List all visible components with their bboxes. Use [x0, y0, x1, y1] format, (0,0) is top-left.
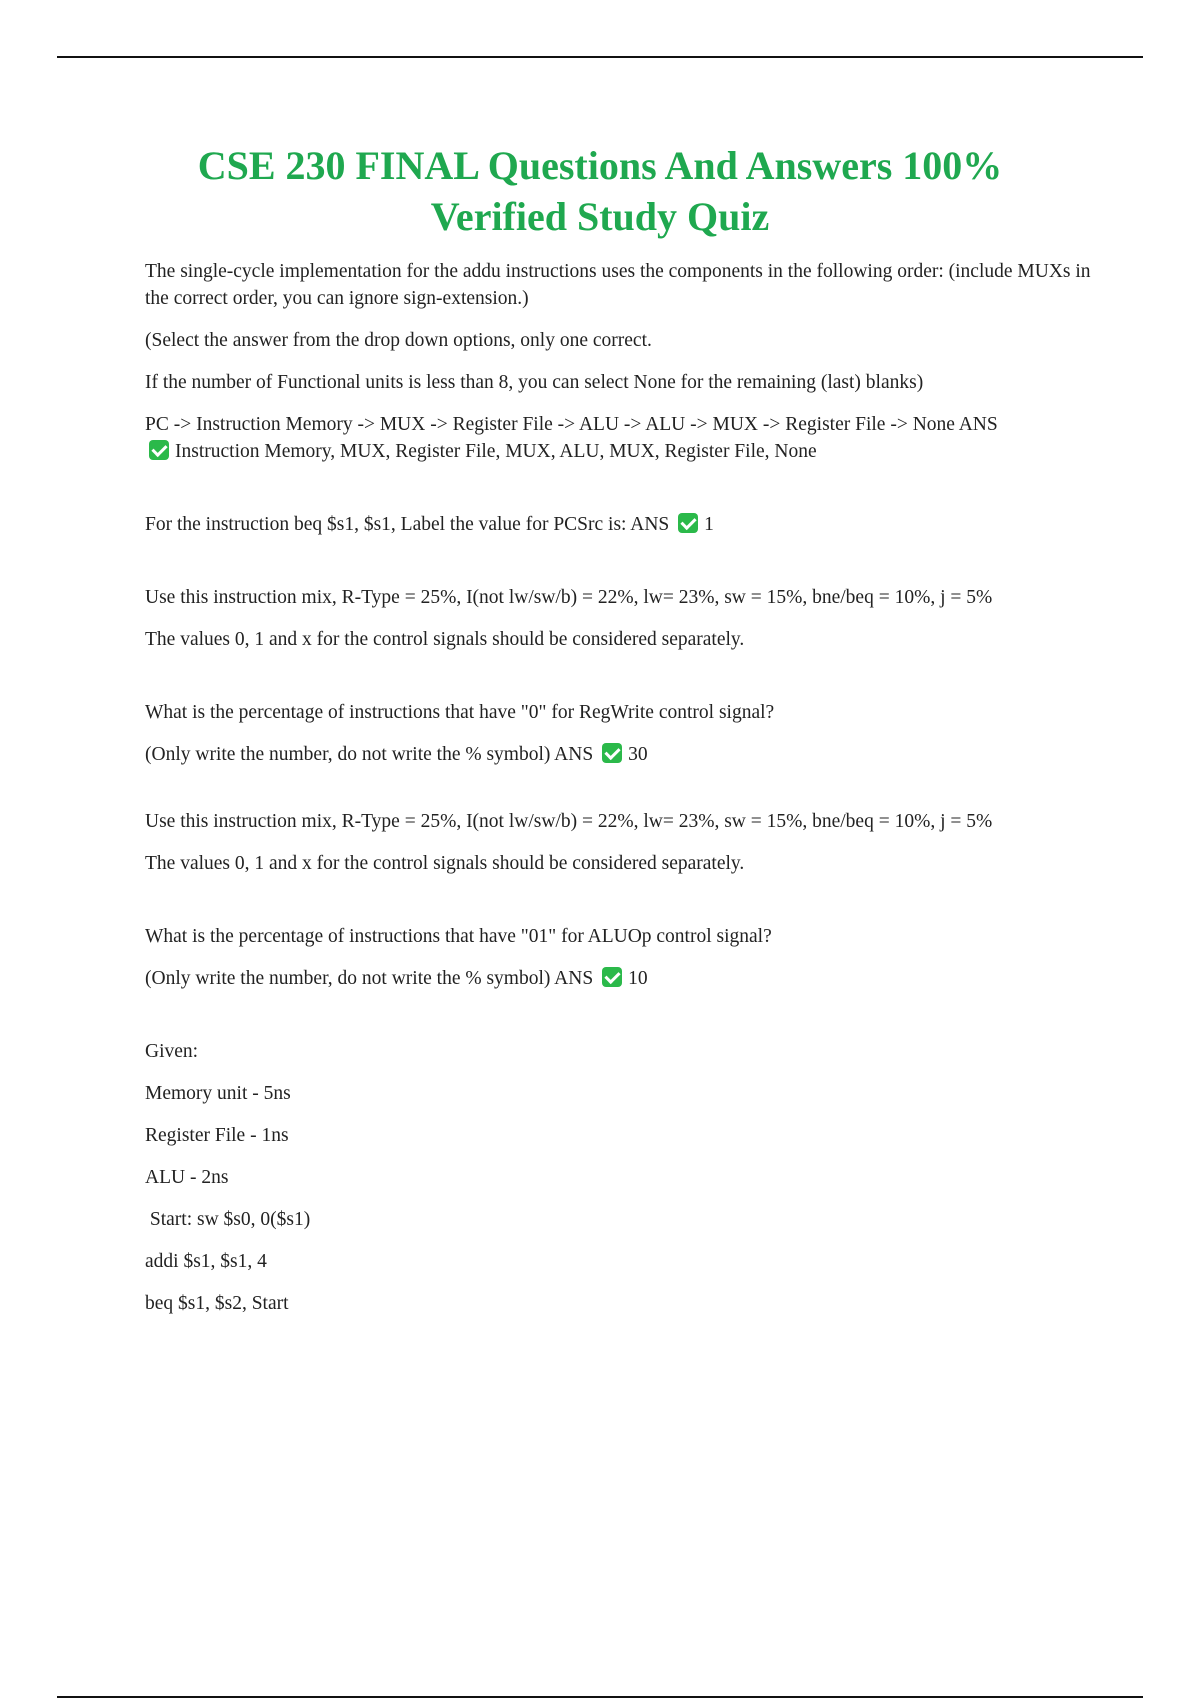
q4-answer-paragraph — [145, 965, 1095, 992]
q1-select-note: (Select the answer from the drop down options, only one correct. — [145, 330, 652, 351]
q4-prompt: (Only write the number, do not write the % symbol) ANS — [145, 968, 594, 989]
q3-prompt: (Only write the number, do not write the % symbol) ANS — [145, 744, 594, 765]
title-line-2: Verified Study Quiz — [430, 194, 770, 239]
q3-values-note: The values 0, 1 and x for the control signals should be considered separately. — [145, 629, 745, 650]
q4-answer: 10 — [628, 968, 648, 989]
checkmark-icon — [149, 440, 169, 460]
q5-given: Given: — [145, 1041, 199, 1062]
footer-rule — [57, 1696, 1143, 1698]
q5-code-line-2: addi $s1, $s1, 4 — [145, 1251, 267, 1272]
q3-answer-paragraph — [145, 741, 1095, 768]
document-body — [145, 258, 1095, 1332]
q4-question: What is the percentage of instructions that have "01" for ALUOp control signal? — [145, 926, 772, 947]
q2-question: For the instruction beq $s1, $s1, Label the value for PCSrc is: ANS — [145, 514, 670, 535]
q1-answer-paragraph — [145, 411, 1095, 465]
checkmark-icon — [678, 513, 698, 533]
q4-mix: Use this instruction mix, R-Type = 25%, I(not lw/sw/b) = 22%, lw= 23%, sw = 15%, bne/beq = 10%, j = 5% — [145, 811, 993, 832]
header-rule — [57, 56, 1143, 58]
checkmark-icon — [602, 967, 622, 987]
q1-answer: Instruction Memory, MUX, Register File, MUX, ALU, MUX, Register File, None — [175, 441, 817, 462]
q3-mix: Use this instruction mix, R-Type = 25%, I(not lw/sw/b) = 22%, lw= 23%, sw = 15%, bne/beq = 10%, j = 5% — [145, 587, 993, 608]
q5-register-file: Register File - 1ns — [145, 1125, 289, 1146]
title-line-1: CSE 230 FINAL Questions And Answers 100% — [197, 143, 1003, 188]
q2-answer: 1 — [704, 514, 714, 535]
q4-values-note: The values 0, 1 and x for the control signals should be considered separately. — [145, 853, 745, 874]
document-title — [0, 140, 1200, 242]
q1-path-text: PC -> Instruction Memory -> MUX -> Register File -> ALU -> ALU -> MUX -> Register File -> None ANS — [145, 414, 998, 435]
checkmark-icon — [602, 743, 622, 763]
q5-memory-unit: Memory unit - 5ns — [145, 1083, 291, 1104]
q5-alu: ALU - 2ns — [145, 1167, 229, 1188]
q1-none-note: If the number of Functional units is less than 8, you can select None for the remaining (last) blanks) — [145, 372, 924, 393]
q3-answer: 30 — [628, 744, 648, 765]
q5-code-line-3: beq $s1, $s2, Start — [145, 1293, 289, 1314]
q5-code-line-1: Start: sw $s0, 0($s1) — [145, 1209, 311, 1230]
q3-question: What is the percentage of instructions that have "0" for RegWrite control signal? — [145, 702, 775, 723]
q2-paragraph — [145, 511, 1095, 538]
q1-intro: The single-cycle implementation for the addu instructions uses the components in the following order: (include MUXs in the correct order, you can ignore sign-extension.) — [145, 261, 1091, 309]
